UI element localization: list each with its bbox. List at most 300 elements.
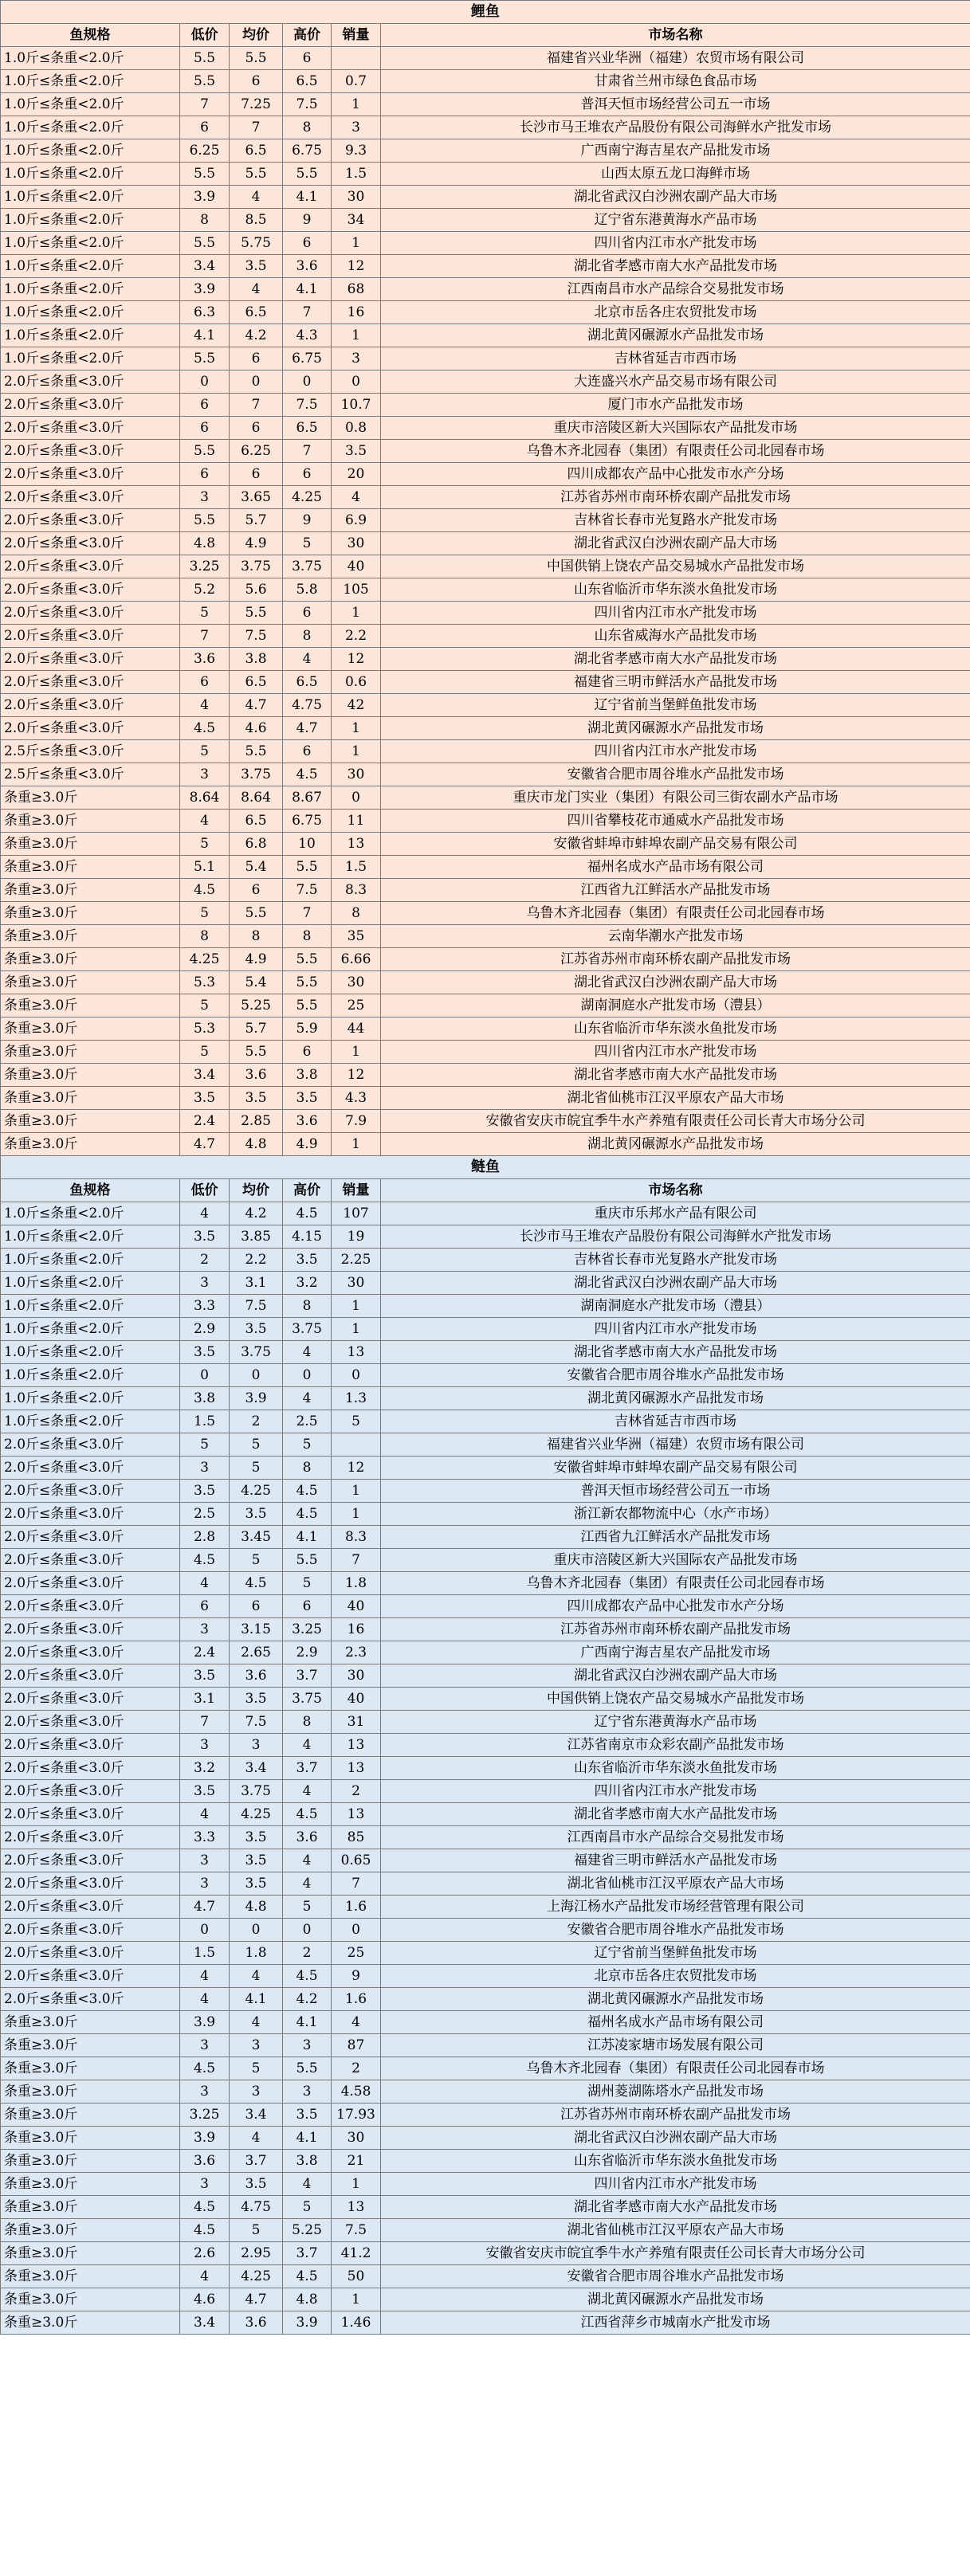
low-price-cell: 6 [180,1595,230,1618]
silver-carp-section-title-row [1,1156,970,1179]
avg-price-cell: 3.7 [230,2150,283,2173]
fish-spec-cell: 条重≥3.0斤 [1,856,180,879]
header-low-price: 低价 [180,24,230,47]
volume-cell: 40 [332,555,381,578]
avg-price-cell: 5.5 [230,163,283,186]
volume-cell: 8.3 [332,879,381,902]
table-row [1,440,970,463]
avg-price-cell: 6.5 [230,139,283,163]
market-name-cell: 吉林省长春市光复路水产批发市场 [381,509,970,532]
market-name-cell: 江西省九江鲜活水产品批发市场 [381,879,970,902]
fish-spec-cell: 条重≥3.0斤 [1,1110,180,1133]
low-price-cell: 3.9 [180,2127,230,2150]
volume-cell: 7.9 [332,1110,381,1133]
market-name-cell: 湖北省武汉白沙洲农副产品大市场 [381,971,970,994]
fish-spec-cell: 1.0斤≤条重<2.0斤 [1,1364,180,1387]
market-name-cell: 四川省攀枝花市通威水产品批发市场 [381,810,970,833]
fish-spec-cell: 2.0斤≤条重<3.0斤 [1,1641,180,1664]
volume-cell: 30 [332,1664,381,1688]
fish-spec-cell: 条重≥3.0斤 [1,879,180,902]
market-name-cell: 福建省兴业华洲（福建）农贸市场有限公司 [381,47,970,70]
high-price-cell: 4.8 [283,2288,332,2311]
table-row [1,1480,970,1503]
market-name-cell: 湖北省仙桃市江汉平原农产品大市场 [381,1087,970,1110]
avg-price-cell: 8.5 [230,209,283,232]
avg-price-cell: 6.25 [230,440,283,463]
avg-price-cell: 3.5 [230,255,283,278]
volume-cell: 40 [332,1688,381,1711]
low-price-cell: 3.5 [180,1780,230,1803]
high-price-cell: 3.75 [283,555,332,578]
volume-cell: 87 [332,2034,381,2057]
low-price-cell: 4.5 [180,2219,230,2242]
table-row [1,1942,970,1965]
table-row [1,1711,970,1734]
table-row [1,1202,970,1225]
market-name-cell: 浙江新农都物流中心（水产市场） [381,1503,970,1526]
fish-spec-cell: 2.0斤≤条重<3.0斤 [1,1572,180,1595]
low-price-cell: 4 [180,810,230,833]
fish-spec-cell: 2.0斤≤条重<3.0斤 [1,1780,180,1803]
volume-cell: 2.25 [332,1249,381,1272]
volume-cell: 35 [332,925,381,948]
market-name-cell: 湖北黄冈碾源水产品批发市场 [381,1133,970,1156]
low-price-cell: 3.4 [180,2311,230,2335]
market-name-cell: 四川省内江市水产批发市场 [381,740,970,763]
market-name-cell: 湖南洞庭水产批发市场（澧县） [381,994,970,1017]
avg-price-cell: 4.8 [230,1896,283,1919]
table-row [1,1826,970,1849]
volume-cell: 17.93 [332,2104,381,2127]
market-name-cell: 普洱天恒市场经营公司五一市场 [381,1480,970,1503]
low-price-cell: 7 [180,1711,230,1734]
avg-price-cell: 6 [230,1595,283,1618]
table-row [1,856,970,879]
high-price-cell: 3.6 [283,1826,332,1849]
avg-price-cell: 5.6 [230,578,283,602]
fish-spec-cell: 2.0斤≤条重<3.0斤 [1,532,180,555]
volume-cell: 1 [332,740,381,763]
high-price-cell: 2.5 [283,1410,332,1433]
low-price-cell: 4.7 [180,1133,230,1156]
market-name-cell: 广西南宁海吉星农产品批发市场 [381,1641,970,1664]
high-price-cell: 7 [283,301,332,324]
market-name-cell: 山东省临沂市华东淡水鱼批发市场 [381,2150,970,2173]
avg-price-cell: 0 [230,1364,283,1387]
fish-spec-cell: 条重≥3.0斤 [1,2104,180,2127]
avg-price-cell: 4.8 [230,1133,283,1156]
avg-price-cell: 6 [230,417,283,440]
low-price-cell: 5 [180,1041,230,1064]
high-price-cell: 6 [283,1041,332,1064]
table-row [1,186,970,209]
table-row [1,486,970,509]
table-row [1,2173,970,2196]
fish-spec-cell: 2.0斤≤条重<3.0斤 [1,1757,180,1780]
high-price-cell: 5.25 [283,2219,332,2242]
table-row [1,1064,970,1087]
volume-cell: 30 [332,2127,381,2150]
low-price-cell: 3 [180,1872,230,1896]
market-name-cell: 湖北黄冈碾源水产品批发市场 [381,1988,970,2011]
market-name-cell: 湖北省孝感市南大水产品批发市场 [381,255,970,278]
avg-price-cell: 4.5 [230,1572,283,1595]
low-price-cell: 5 [180,740,230,763]
high-price-cell: 4 [283,1849,332,1872]
market-name-cell: 吉林省延吉市西市场 [381,347,970,371]
fish-spec-cell: 条重≥3.0斤 [1,2265,180,2288]
low-price-cell: 5.5 [180,163,230,186]
high-price-cell: 4.1 [283,278,332,301]
low-price-cell: 5.5 [180,232,230,255]
volume-cell: 4.3 [332,1087,381,1110]
high-price-cell: 4.7 [283,717,332,740]
volume-cell: 1.6 [332,1988,381,2011]
avg-price-cell: 4.2 [230,1202,283,1225]
high-price-cell: 4.5 [283,1965,332,1988]
market-name-cell: 福建省兴业华洲（福建）农贸市场有限公司 [381,1433,970,1457]
market-name-cell: 福州名成水产品市场有限公司 [381,856,970,879]
low-price-cell: 6 [180,463,230,486]
volume-cell: 1.3 [332,1387,381,1410]
volume-cell: 25 [332,994,381,1017]
fish-spec-cell: 2.0斤≤条重<3.0斤 [1,1595,180,1618]
market-name-cell: 安徽省合肥市周谷堆水产品批发市场 [381,1919,970,1942]
high-price-cell: 4.1 [283,2127,332,2150]
market-name-cell: 山东省威海水产品批发市场 [381,625,970,648]
table-row [1,1249,970,1272]
high-price-cell: 8.67 [283,786,332,810]
fish-spec-cell: 2.0斤≤条重<3.0斤 [1,1734,180,1757]
avg-price-cell: 0 [230,371,283,394]
high-price-cell: 0 [283,1919,332,1942]
fish-spec-cell: 1.0斤≤条重<2.0斤 [1,47,180,70]
table-row [1,1757,970,1780]
volume-cell: 31 [332,1711,381,1734]
low-price-cell: 3.4 [180,1064,230,1087]
table-row [1,648,970,671]
high-price-cell: 4 [283,1780,332,1803]
high-price-cell: 3.75 [283,1318,332,1341]
volume-cell: 68 [332,278,381,301]
high-price-cell: 8 [283,116,332,139]
high-price-cell: 6.75 [283,347,332,371]
low-price-cell: 3.5 [180,1087,230,1110]
table-row [1,1549,970,1572]
fish-spec-cell: 条重≥3.0斤 [1,902,180,925]
section-title: 鲢鱼 [1,1156,970,1179]
low-price-cell: 3 [180,1272,230,1295]
avg-price-cell: 3.5 [230,1849,283,1872]
high-price-cell: 8 [283,1295,332,1318]
volume-cell: 11 [332,810,381,833]
fish-spec-cell: 1.0斤≤条重<2.0斤 [1,70,180,93]
high-price-cell: 3 [283,2080,332,2104]
fish-spec-cell: 2.0斤≤条重<3.0斤 [1,1988,180,2011]
fish-spec-cell: 1.0斤≤条重<2.0斤 [1,1295,180,1318]
market-name-cell: 江苏省南京市众彩农副产品批发市场 [381,1734,970,1757]
header-avg-price: 均价 [230,1179,283,1202]
avg-price-cell: 5.25 [230,994,283,1017]
table-row [1,2011,970,2034]
avg-price-cell: 2.95 [230,2242,283,2265]
table-row [1,1803,970,1826]
volume-cell: 30 [332,532,381,555]
high-price-cell: 4.15 [283,1225,332,1249]
low-price-cell: 3 [180,2173,230,2196]
volume-cell: 13 [332,1341,381,1364]
high-price-cell: 5 [283,532,332,555]
low-price-cell: 8 [180,925,230,948]
low-price-cell: 2.4 [180,1110,230,1133]
volume-cell: 4 [332,486,381,509]
fish-spec-cell: 条重≥3.0斤 [1,810,180,833]
fish-spec-cell: 条重≥3.0斤 [1,1017,180,1041]
table-row [1,1457,970,1480]
volume-cell: 85 [332,1826,381,1849]
volume-cell: 1 [332,93,381,116]
market-name-cell: 江西南昌市水产品综合交易批发市场 [381,1826,970,1849]
avg-price-cell: 3.5 [230,1318,283,1341]
table-row [1,1318,970,1341]
fish-spec-cell: 1.0斤≤条重<2.0斤 [1,139,180,163]
fish-spec-cell: 2.0斤≤条重<3.0斤 [1,1526,180,1549]
avg-price-cell: 4.9 [230,532,283,555]
high-price-cell: 0 [283,1364,332,1387]
fish-spec-cell: 2.0斤≤条重<3.0斤 [1,371,180,394]
low-price-cell: 6.3 [180,301,230,324]
fish-spec-cell: 1.0斤≤条重<2.0斤 [1,1202,180,1225]
low-price-cell: 3.1 [180,1688,230,1711]
fish-spec-cell: 2.0斤≤条重<3.0斤 [1,1919,180,1942]
volume-cell: 0 [332,1364,381,1387]
volume-cell: 1 [332,1503,381,1526]
avg-price-cell: 4 [230,2011,283,2034]
volume-cell: 1.5 [332,163,381,186]
fish-spec-cell: 2.0斤≤条重<3.0斤 [1,1549,180,1572]
table-row [1,833,970,856]
volume-cell: 21 [332,2150,381,2173]
fish-spec-cell: 2.0斤≤条重<3.0斤 [1,440,180,463]
low-price-cell: 5.5 [180,47,230,70]
avg-price-cell: 6 [230,70,283,93]
table-row [1,2219,970,2242]
table-row [1,1780,970,1803]
low-price-cell: 0 [180,1364,230,1387]
market-name-cell: 江西省萍乡市城南水产批发市场 [381,2311,970,2335]
table-row [1,47,970,70]
table-row [1,810,970,833]
market-name-cell: 江苏凌家塘市场发展有限公司 [381,2034,970,2057]
fish-spec-cell: 2.0斤≤条重<3.0斤 [1,1872,180,1896]
fish-spec-cell: 2.0斤≤条重<3.0斤 [1,1688,180,1711]
table-row [1,1919,970,1942]
avg-price-cell: 4.25 [230,1803,283,1826]
low-price-cell: 1.5 [180,1942,230,1965]
avg-price-cell: 3.45 [230,1526,283,1549]
fish-spec-cell: 条重≥3.0斤 [1,2034,180,2057]
avg-price-cell: 5.5 [230,47,283,70]
avg-price-cell: 3.5 [230,1688,283,1711]
high-price-cell: 4 [283,2173,332,2196]
high-price-cell: 7 [283,902,332,925]
low-price-cell: 5.2 [180,578,230,602]
high-price-cell: 6.75 [283,810,332,833]
avg-price-cell: 3.5 [230,1087,283,1110]
volume-cell: 0.8 [332,417,381,440]
volume-cell: 50 [332,2265,381,2288]
avg-price-cell: 5.5 [230,902,283,925]
table-row [1,139,970,163]
avg-price-cell: 7.25 [230,93,283,116]
avg-price-cell: 7 [230,116,283,139]
high-price-cell: 4 [283,1387,332,1410]
high-price-cell: 3.7 [283,1664,332,1688]
table-row [1,2104,970,2127]
avg-price-cell: 4.7 [230,2288,283,2311]
high-price-cell: 4.1 [283,186,332,209]
volume-cell: 3 [332,116,381,139]
low-price-cell: 0 [180,371,230,394]
table-row [1,1688,970,1711]
market-name-cell: 安徽省蚌埠市蚌埠农副产品交易有限公司 [381,833,970,856]
avg-price-cell: 4.9 [230,948,283,971]
table-row [1,925,970,948]
volume-cell: 0.6 [332,671,381,694]
avg-price-cell: 5 [230,1549,283,1572]
high-price-cell: 6 [283,602,332,625]
low-price-cell: 3.8 [180,1387,230,1410]
fish-spec-cell: 1.0斤≤条重<2.0斤 [1,324,180,347]
fish-spec-cell: 1.0斤≤条重<2.0斤 [1,347,180,371]
table-row [1,394,970,417]
high-price-cell: 6.5 [283,417,332,440]
high-price-cell: 4.5 [283,2265,332,2288]
fish-spec-cell: 1.0斤≤条重<2.0斤 [1,116,180,139]
volume-cell: 6.66 [332,948,381,971]
volume-cell: 30 [332,971,381,994]
table-row [1,1896,970,1919]
high-price-cell: 5 [283,1896,332,1919]
high-price-cell: 3.25 [283,1618,332,1641]
fish-spec-cell: 1.0斤≤条重<2.0斤 [1,1249,180,1272]
table-row [1,694,970,717]
market-name-cell: 湖北省孝感市南大水产品批发市场 [381,1803,970,1826]
low-price-cell: 2.6 [180,2242,230,2265]
volume-cell: 1 [332,717,381,740]
low-price-cell: 2.5 [180,1503,230,1526]
avg-price-cell: 8 [230,925,283,948]
high-price-cell: 9 [283,209,332,232]
high-price-cell: 5 [283,1572,332,1595]
low-price-cell: 5 [180,994,230,1017]
table-row [1,1618,970,1641]
high-price-cell: 2.9 [283,1641,332,1664]
table-row [1,347,970,371]
high-price-cell: 6 [283,47,332,70]
table-row [1,602,970,625]
high-price-cell: 5.5 [283,163,332,186]
volume-cell: 41.2 [332,2242,381,2265]
market-name-cell: 乌鲁木齐北园春（集团）有限责任公司北园春市场 [381,1572,970,1595]
market-name-cell: 江苏省苏州市南环桥农副产品批发市场 [381,948,970,971]
low-price-cell: 3.4 [180,255,230,278]
high-price-cell: 5.5 [283,994,332,1017]
market-name-cell: 乌鲁木齐北园春（集团）有限责任公司北园春市场 [381,440,970,463]
avg-price-cell: 6.5 [230,301,283,324]
volume-cell: 30 [332,186,381,209]
avg-price-cell: 3.5 [230,1826,283,1849]
volume-cell: 3 [332,347,381,371]
market-name-cell: 湖北省孝感市南大水产品批发市场 [381,1064,970,1087]
avg-price-cell: 5.5 [230,740,283,763]
high-price-cell: 6 [283,463,332,486]
fish-spec-cell: 条重≥3.0斤 [1,2219,180,2242]
high-price-cell: 4 [283,1872,332,1896]
avg-price-cell: 2.85 [230,1110,283,1133]
volume-cell: 2 [332,2057,381,2080]
header-fish-spec: 鱼规格 [1,24,180,47]
high-price-cell: 4.5 [283,1202,332,1225]
market-name-cell: 四川省内江市水产批发市场 [381,2173,970,2196]
fish-spec-cell: 2.0斤≤条重<3.0斤 [1,1942,180,1965]
table-row [1,1041,970,1064]
table-row [1,1110,970,1133]
header-low-price: 低价 [180,1179,230,1202]
low-price-cell: 4.7 [180,1896,230,1919]
high-price-cell: 10 [283,833,332,856]
low-price-cell: 8 [180,209,230,232]
fish-spec-cell: 条重≥3.0斤 [1,1041,180,1064]
table-row [1,717,970,740]
high-price-cell: 4.1 [283,1526,332,1549]
low-price-cell: 2.9 [180,1318,230,1341]
table-row [1,1087,970,1110]
section-title: 鲤鱼 [1,1,970,24]
fish-spec-cell: 1.0斤≤条重<2.0斤 [1,93,180,116]
low-price-cell: 4.6 [180,2288,230,2311]
volume-cell: 1 [332,2288,381,2311]
low-price-cell: 5.5 [180,440,230,463]
avg-price-cell: 1.8 [230,1942,283,1965]
high-price-cell: 4 [283,1341,332,1364]
column-header-row [1,1179,970,1202]
avg-price-cell: 3.5 [230,1872,283,1896]
header-high-price: 高价 [283,1179,332,1202]
volume-cell: 13 [332,1803,381,1826]
avg-price-cell: 7.5 [230,1295,283,1318]
table-row [1,116,970,139]
high-price-cell: 3.7 [283,1757,332,1780]
fish-spec-cell: 2.0斤≤条重<3.0斤 [1,417,180,440]
fish-spec-cell: 2.0斤≤条重<3.0斤 [1,694,180,717]
low-price-cell: 3.5 [180,1225,230,1249]
high-price-cell: 3.8 [283,2150,332,2173]
market-name-cell: 普洱天恒市场经营公司五一市场 [381,93,970,116]
avg-price-cell: 3.5 [230,1503,283,1526]
table-row [1,2242,970,2265]
market-name-cell: 湖州菱湖陈塔水产品批发市场 [381,2080,970,2104]
volume-cell: 0 [332,1919,381,1942]
volume-cell: 1 [332,232,381,255]
low-price-cell: 6 [180,417,230,440]
volume-cell: 4.58 [332,2080,381,2104]
market-name-cell: 安徽省蚌埠市蚌埠农副产品交易有限公司 [381,1457,970,1480]
fish-spec-cell: 条重≥3.0斤 [1,1064,180,1087]
avg-price-cell: 3.75 [230,555,283,578]
avg-price-cell: 5 [230,1433,283,1457]
table-row [1,2080,970,2104]
